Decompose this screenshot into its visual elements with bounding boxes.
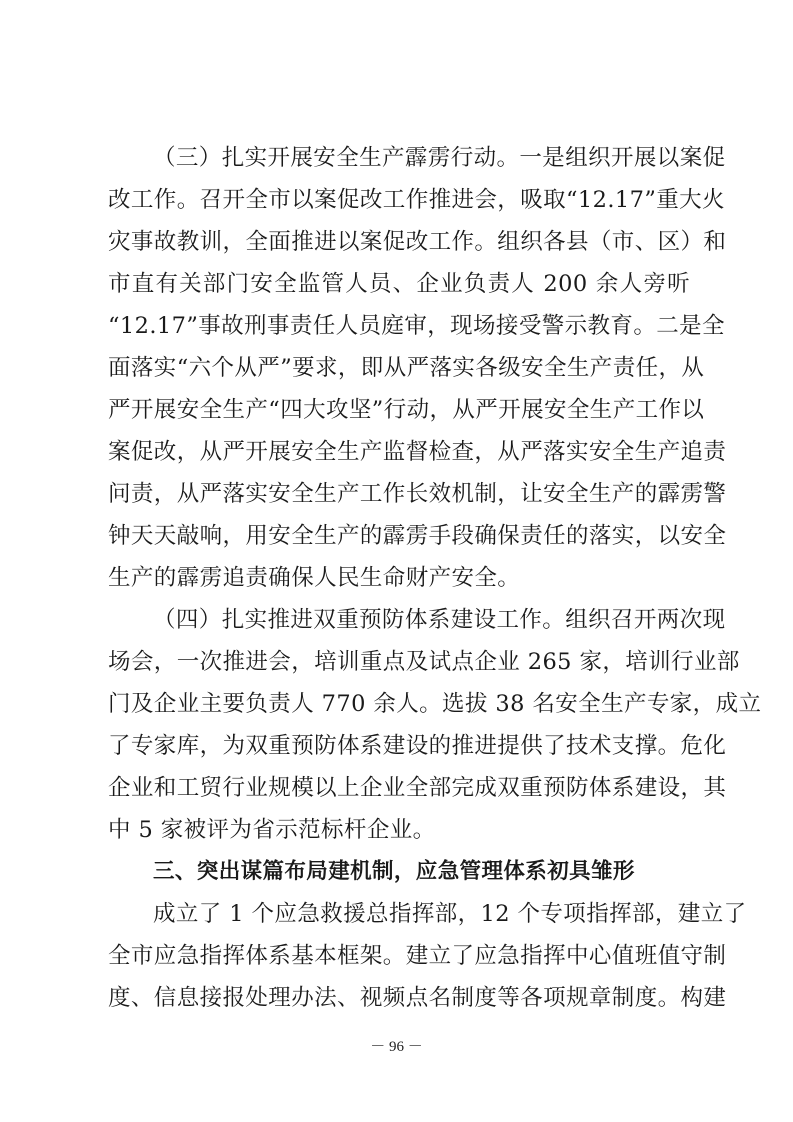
paragraph-line: “12.17”事故刑事责任人员庭审，现场接受警示教育。二是全 — [108, 313, 725, 339]
paragraph-line: 场会，一次推进会，培训重点及试点企业 265 家，培训行业部 — [108, 649, 740, 675]
paragraph-line: 严开展安全生产“四大攻坚”行动，从严开展安全生产工作以 — [108, 397, 705, 423]
paragraph-line: 成立了 1 个应急救援总指挥部，12 个专项指挥部，建立了 — [153, 901, 747, 927]
paragraph-line: 门及企业主要负责人 770 余人。选拔 38 名安全生产专家，成立 — [108, 691, 762, 717]
paragraph-line: 面落实“六个从严”要求，即从严落实各级安全生产责任，从 — [108, 355, 705, 381]
paragraph-line: 问责，从严落实安全生产工作长效机制，让安全生产的霹雳警 — [108, 481, 727, 507]
paragraph-line: 了专家库，为双重预防体系建设的推进提供了技术支撑。危化 — [108, 733, 727, 759]
paragraph-line: 钟天天敲响，用安全生产的霹雳手段确保责任的落实，以安全 — [108, 523, 727, 549]
paragraph-line: 全市应急指挥体系基本框架。建立了应急指挥中心值班值守制 — [108, 943, 727, 969]
paragraph-line: 生产的霹雳追责确保人民生命财产安全。 — [108, 565, 521, 591]
paragraph-line: 市直有关部门安全监管人员、企业负责人 200 余人旁听 — [108, 271, 690, 297]
section-heading: 三、突出谋篇布局建机制，应急管理体系初具雏形 — [153, 859, 635, 884]
paragraph-line: 灾事故教训，全面推进以案促改工作。组织各县（市、区）和 — [108, 229, 727, 255]
paragraph-line: 企业和工贸行业规模以上企业全部完成双重预防体系建设，其 — [108, 775, 727, 801]
paragraph-line: （三）扎实开展安全生产霹雳行动。一是组织开展以案促 — [153, 145, 726, 171]
paragraph-line: 度、信息接报处理办法、视频点名制度等各项规章制度。构建 — [108, 985, 727, 1011]
page-number: － 96 － — [370, 1039, 423, 1055]
paragraph-line: （四）扎实推进双重预防体系建设工作。组织召开两次现 — [153, 607, 726, 633]
paragraph-line: 中 5 家被评为省示范标杆企业。 — [108, 817, 436, 843]
paragraph-line: 改工作。召开全市以案促改工作推进会，吸取“12.17”重大火 — [108, 187, 725, 213]
paragraph-line: 案促改，从严开展安全生产监督检查，从严落实安全生产追责 — [108, 439, 727, 465]
